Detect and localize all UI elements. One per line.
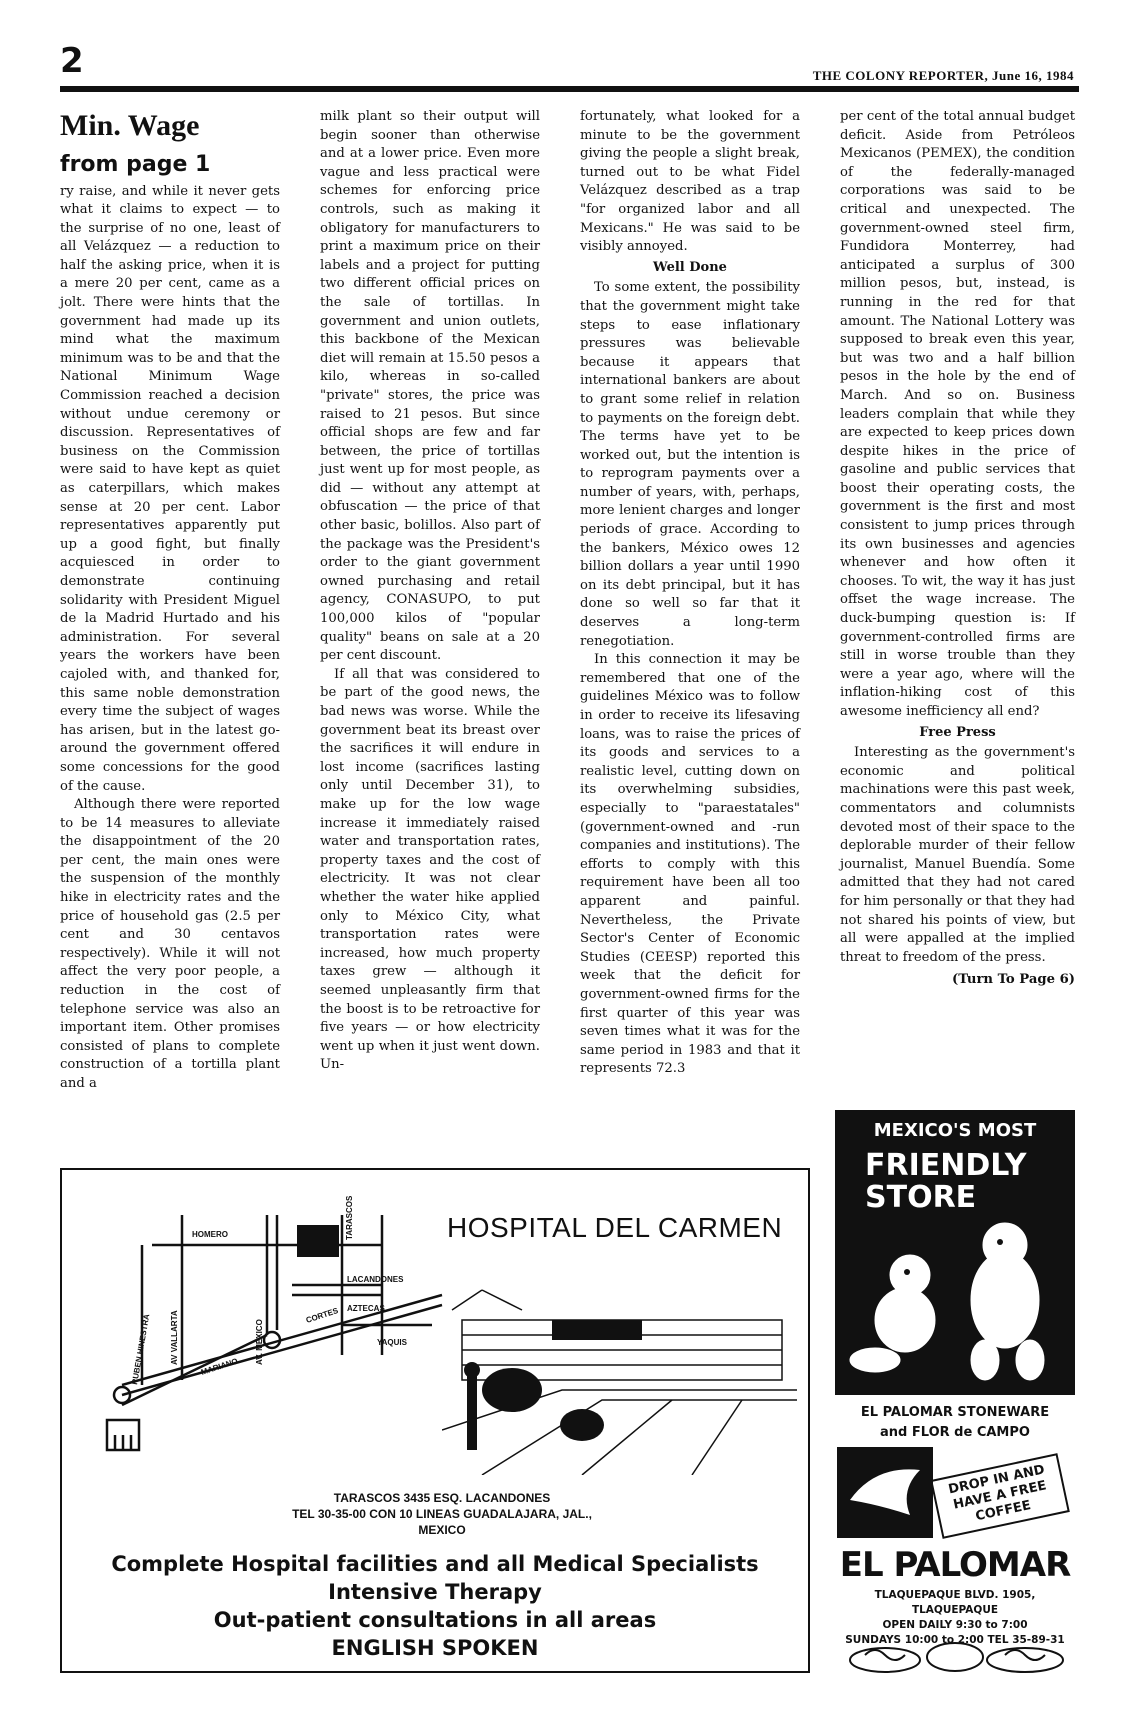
dove-logo-icon — [835, 1445, 935, 1540]
hospital-illustration — [442, 1280, 797, 1475]
headline: Min. Wage — [60, 109, 200, 142]
street-label: AV VALLARTA — [170, 1310, 179, 1365]
masthead: THE COLONY REPORTER, June 16, 1984 — [812, 68, 1074, 83]
article-column-3 — [580, 108, 800, 1079]
jump-line: (Turn To Page 6) — [952, 972, 1075, 988]
paragraph: fortunately, what looked for a minute to be the government giving the people a slight break, turned out to be what Fidel Velázquez described as a trap "for organized labor and all Mexicans." He was said to be visibly annoyed. — [580, 109, 800, 255]
brand-line: EL PALOMAR STONEWARE — [860, 1405, 1050, 1420]
paragraph: per cent of the total annual budget deficit. Aside from Petróleos Mexicanos (PEMEX), the condition of the federally-managed corporations was said to be critical and unexpected. The government-owned steel firm, Fundidora Monterrey, had anticipated a surplus of 300 million pesos, but, instead, is running in the red for that amount. The National Lottery was supposed to break even this year, but was two and a half billion pesos in the hole by the end of March. And so on. Business leaders complain that while they are expected to keep prices down despite hikes in the price of gasoline and public services that boost their operating costs, the government is the first and most consistent to jump prices through its own businesses and agencies whenever and how often it chooses. To wit, the way it has just offset the wage increase. The duck-bumping question is: If government-controlled firms are still in worse trouble than they were a year ago, where will the inflation-hiking cost of this awesome inefficiency all end? — [840, 109, 1075, 719]
paragraph: Although there were reported to be 14 measures to alleviate the disappointment of the 20 per cent, the main ones were the suspension of the monthly hike in electricity rates and the price of household gas (2.5 per cent and 30 centavos respectively). While it will not affect the very poor people, a reduction in the cost of telephone service was also an important item. Other promises consisted of plans to complete construction of a tortilla plant and a — [60, 797, 280, 1091]
street-label: AZTECAS — [347, 1304, 385, 1313]
street-label: AV. MEXICO — [255, 1319, 264, 1365]
address-line: TARASCOS 3435 ESQ. LACANDONES — [333, 1491, 551, 1505]
banner-top-text: MEXICO'S MOST — [873, 1120, 1037, 1141]
header-rule — [60, 86, 1079, 92]
store-address: TLAQUEPAQUE BLVD. 1905, TLAQUEPAQUE — [874, 1589, 1036, 1616]
section-heading-free-press: Free Press — [919, 724, 996, 740]
hospital-advertisement — [60, 1168, 810, 1673]
paragraph: Interesting as the government's economic and political machinations were this past week, commentators and columnists devoted most of their space to the deplorable murder of their fellow journalist, Manuel Buendía. Some admitted that they had not cared for him personally or that they had not shared his points of view, but all were appalled at the implied threat to freedom of the press. — [840, 745, 1075, 965]
hospital-name: HOSPITAL DEL CARMEN — [447, 1212, 783, 1243]
banner-line: FRIENDLY — [865, 1148, 1027, 1183]
services-line: ENGLISH SPOKEN — [331, 1636, 539, 1660]
street-label: LACANDONES — [347, 1275, 404, 1284]
services-line: Intensive Therapy — [328, 1580, 542, 1604]
paragraph: To some extent, the possibility that the government might take steps to ease inflationary pressures was believable because it appears that international bankers are about to grant some relief in relation to payments on the foreign debt. The terms have yet to be worked out, but the intention is to reprogram payments over a number of years, with, perhaps, more lenient charges and longer periods of grace. According to the bankers, México owes 12 billion dollars a year until 1990 on its debt principal, but it has done so well so far that it deserves a long-term renegotiation. — [580, 280, 800, 649]
coffee-text: DROP IN AND HAVE A FREE COFFEE — [930, 1453, 1070, 1539]
services-line: Complete Hospital facilities and all Medical Specialists — [111, 1552, 759, 1576]
street-label: YAQUIS — [377, 1338, 407, 1347]
palomar-advertisement — [835, 1110, 1080, 1670]
page-number: 2 — [60, 41, 84, 81]
free-coffee-callout — [935, 1460, 1065, 1540]
location-map — [82, 1185, 452, 1485]
hospital-services — [62, 1550, 808, 1662]
street-label: RUBEN HINESTRA — [130, 1313, 152, 1386]
hospital-address — [242, 1490, 642, 1538]
store-hours: OPEN DAILY 9:30 to 7:00 — [882, 1619, 1028, 1631]
street-label: TARASCOS — [345, 1195, 354, 1240]
banner-line: STORE — [865, 1180, 977, 1215]
street-label: HOMERO — [192, 1230, 228, 1239]
pottery-illustration — [845, 1635, 1070, 1675]
paragraph: ry raise, and while it never gets what it claims to expect — to the surprise of no one, least of all Velázquez — a reduction to half the asking price, when it is a mere 20 per cent, came as a jolt. There were hints that the government had made up its mind what the maximum minimum was to be and that the National Minimum Wage Commission reached a decision without undue ceremony or discussion. Representatives of business on the Commission were said to have kept as quiet as caterpillars, which makes sense at 20 per cent. Labor representatives apparently put up a good fight, but finally acquiesced in order to demonstrate continuing solidarity with President Miguel de la Madrid Hurtado and his administration. For several years the workers have been cajoled with, and thanked for, this same noble demonstration every time the subject of wages has arisen, but in the latest go-around the government offered some concessions for the good of the cause. — [60, 183, 280, 794]
paragraph: If all that was considered to be part of the good news, the bad news was worse. While the government beat its breast over the sacrifices it will endure in lost income (sacrifices lasting only until December 31), to make up for the low wage increase it immediately raised water and transportation rates, property taxes and the cost of electricity. It was not clear whether the water hike applied only to México City, what transportation rates were increased, how much property taxes grew — although it seemed unpleasantly firm that the boost is to be retroactive for five years — or how electricity went up when it just went down. Un- — [320, 666, 540, 1073]
paragraph: milk plant so their output will begin sooner than otherwise and at a lower price. Even more vague and less practical were schemes for enforcing price controls, such as making it obligatory for manufacturers to print a maximum price on their labels and a project for putting two different official prices on the sale of tortillas. In government and union outlets, this backbone of the Mexican diet will remain at 15.50 pesos a kilo, whereas in so-called "private" stores, the price was raised to 21 pesos. But since official shops are few and far between, the price of tortillas just went up for most people, as did — without any attempt at obfuscation — the price of that other basic, bolillos. Also part of the package was the President's order to the giant government owned purchasing and retail agency, CONASUPO, to put 100,000 kilos of "popular quality" beans on sale at a 20 per cent discount. — [320, 109, 540, 664]
services-line: Out-patient consultations in all areas — [213, 1608, 657, 1632]
phone-line: TEL 30-35-00 CON 10 LINEAS GUADALAJARA, JAL., — [292, 1507, 592, 1521]
store-hours: SUNDAYS 10:00 to 2:00 TEL 35-89-31 — [845, 1634, 1065, 1646]
friendly-store-banner — [835, 1110, 1075, 1395]
hospital-marker — [297, 1225, 339, 1257]
article-column-4 — [840, 108, 1075, 990]
mascot-illustration — [845, 1220, 1065, 1390]
street-label: CORTES — [304, 1306, 340, 1325]
paragraph: In this connection it may be remembered that one of the guidelines México was to follow in order to receive its lifesaving loans, was to raise the prices of its goods and services to a realistic level, cutting down on its overwhelming subsidies, especially to "paraestatales" (government-owned and -run companies and institutions). The efforts to comply with this requirement have been all too apparent and painful. Nevertheless, the Private Sector's Center of Economic Studies (CEESP) reported this week that the deficit for government-owned firms for the first quarter of this year was seven times what it was for the same period in 1983 and that it represents 72.3 — [580, 652, 800, 1077]
article-column-1 — [60, 108, 280, 1094]
subhead: from page 1 — [60, 151, 211, 177]
article-column-2 — [320, 108, 540, 1075]
address-line: MEXICO — [418, 1523, 466, 1537]
street-label: MARIANO — [199, 1356, 239, 1377]
palomar-logo: EL PALOMAR — [839, 1545, 1071, 1585]
brand-line: and FLOR de CAMPO — [880, 1425, 1030, 1440]
banner-big-text — [865, 1148, 1027, 1215]
section-heading-well-done: Well Done — [653, 259, 727, 275]
